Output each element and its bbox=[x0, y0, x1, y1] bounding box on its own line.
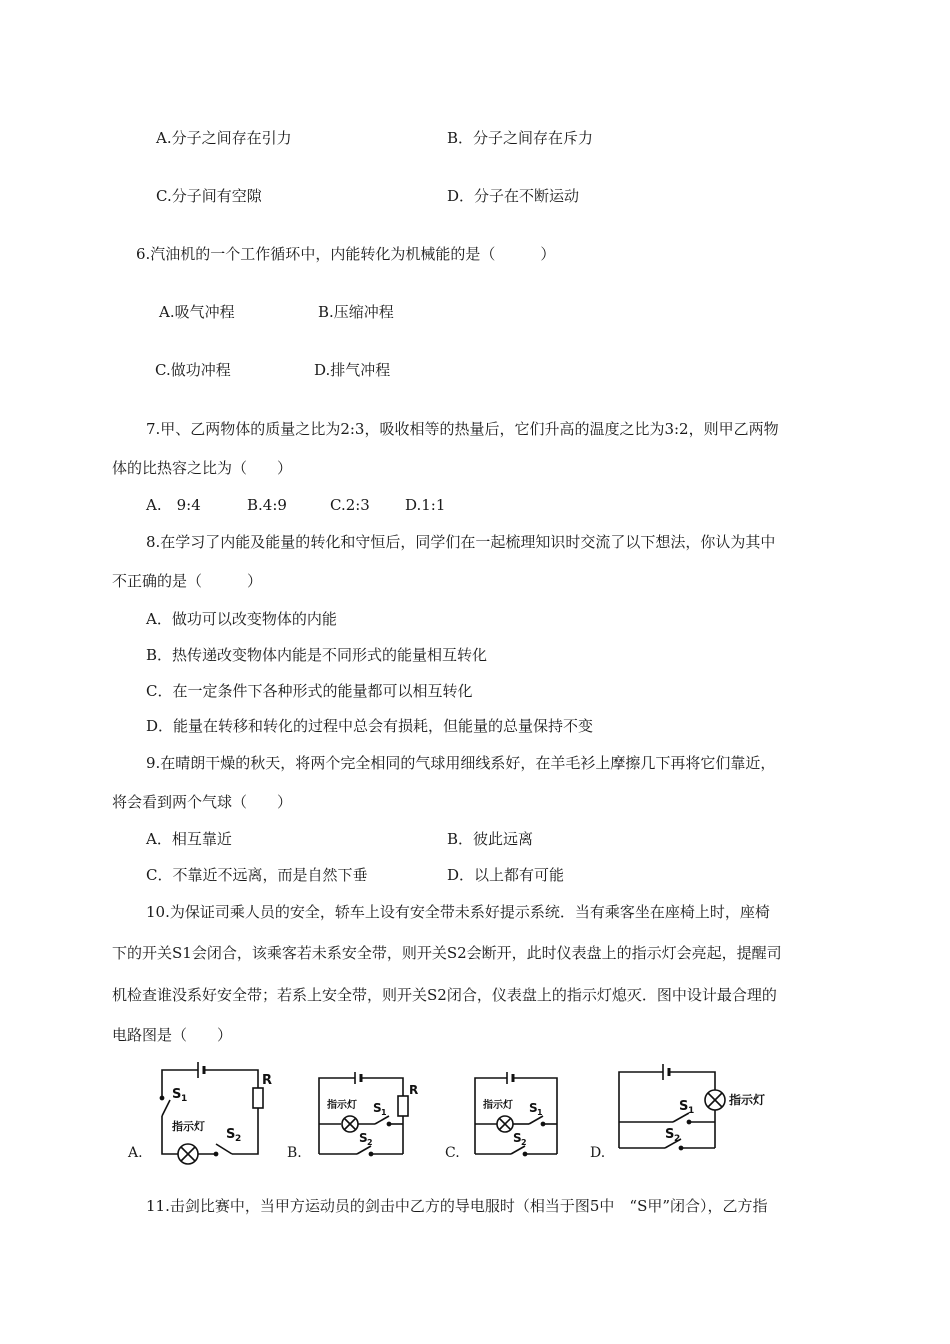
q10-line2: 下的开关S1会闭合，该乘客若未系安全带，则开关S2会断开，此时仪表盘上的指示灯会亮起，提醒司 bbox=[112, 944, 782, 962]
q10-label-d: D. bbox=[590, 1145, 606, 1161]
q10-c-s1: S bbox=[529, 1101, 538, 1115]
q10-a-r: R bbox=[262, 1073, 273, 1088]
q8-option-b: B．热传递改变物体内能是不同形式的能量相互转化 bbox=[146, 646, 488, 664]
q10-d-s1-sub: 1 bbox=[688, 1106, 695, 1116]
q6-option-d: D.排气冲程 bbox=[314, 361, 391, 379]
q10-b-s2-sub: 2 bbox=[367, 1138, 373, 1147]
q8-stem-line2: 不正确的是（ ） bbox=[112, 572, 263, 590]
q10-c-lamp: 指示灯 bbox=[483, 1100, 513, 1111]
q6-option-b: B.压缩冲程 bbox=[318, 303, 394, 321]
q10-a-s1: S bbox=[172, 1087, 182, 1102]
q9-option-b: B．彼此远离 bbox=[447, 830, 534, 848]
q8-stem-line1: 8.在学习了内能及能量的转化和守恒后，同学们在一起梳理知识时交流了以下想法，你认为其中 bbox=[146, 533, 776, 551]
q10-label-c: C. bbox=[445, 1145, 460, 1161]
q10-b-r: R bbox=[409, 1083, 419, 1097]
q7-option-a: A. 9:4 bbox=[146, 496, 201, 514]
q6-option-a: A.吸气冲程 bbox=[159, 303, 235, 321]
q9-stem-line2: 将会看到两个气球（ ） bbox=[112, 793, 293, 811]
q10-line1: 10.为保证司乘人员的安全，轿车上设有安全带未系好提示系统．当有乘客坐在座椅上时，座椅 bbox=[146, 903, 770, 921]
q10-line3: 机检查谁没系好安全带；若系上安全带，则开关S2闭合，仪表盘上的指示灯熄灭．图中设计最合理的 bbox=[112, 986, 777, 1004]
q10-a-s2: S bbox=[226, 1127, 236, 1142]
circuit-diagram-d bbox=[615, 1058, 775, 1158]
q10-b-lamp: 指示灯 bbox=[327, 1100, 357, 1111]
q9-option-a: A．相互靠近 bbox=[146, 830, 232, 848]
circuit-diagram-b bbox=[313, 1072, 418, 1162]
q7-option-c: C.2:3 bbox=[330, 496, 370, 514]
q10-c-s1-sub: 1 bbox=[537, 1108, 543, 1117]
q10-a-s2-sub: 2 bbox=[235, 1134, 242, 1144]
q10-label-b: B. bbox=[287, 1145, 302, 1161]
q7-stem-line1: 7.甲、乙两物体的质量之比为2:3，吸收相等的热量后，它们升高的温度之比为3:2，则甲乙两物 bbox=[146, 420, 779, 438]
q8-option-d: D．能量在转移和转化的过程中总会有损耗，但能量的总量保持不变 bbox=[146, 717, 594, 735]
q10-b-s1-sub: 1 bbox=[381, 1108, 387, 1117]
q11-line1: 11.击剑比赛中，当甲方运动员的剑击中乙方的导电服时（相当于图5中 “S甲”闭合），乙方指 bbox=[146, 1197, 768, 1215]
q10-a-s1-sub: 1 bbox=[181, 1094, 188, 1104]
q9-option-c: C．不靠近不远离，而是自然下垂 bbox=[146, 866, 368, 884]
q10-label-a: A. bbox=[128, 1145, 143, 1161]
q10-c-s2-sub: 2 bbox=[521, 1138, 527, 1147]
q10-a-lamp: 指示灯 bbox=[172, 1120, 205, 1133]
q5-option-d: D．分子在不断运动 bbox=[447, 187, 580, 205]
circuit-diagram-a bbox=[150, 1058, 273, 1163]
q10-d-s1: S bbox=[679, 1099, 689, 1114]
q8-option-c: C．在一定条件下各种形式的能量都可以相互转化 bbox=[146, 682, 473, 700]
q5-option-b: B．分子之间存在斥力 bbox=[447, 129, 594, 147]
q9-option-d: D．以上都有可能 bbox=[447, 866, 565, 884]
q7-stem-line2: 体的比热容之比为（ ） bbox=[112, 459, 293, 477]
q10-c-s2: S bbox=[513, 1131, 522, 1145]
q10-d-s2-sub: 2 bbox=[674, 1134, 681, 1144]
q6-option-c: C.做功冲程 bbox=[155, 361, 231, 379]
q10-b-s2: S bbox=[359, 1131, 368, 1145]
q10-d-s2: S bbox=[665, 1127, 675, 1142]
q5-option-c: C.分子间有空隙 bbox=[156, 187, 262, 205]
q8-option-a: A．做功可以改变物体的内能 bbox=[146, 610, 337, 628]
q10-d-lamp: 指示灯 bbox=[729, 1093, 766, 1107]
q7-option-b: B.4:9 bbox=[247, 496, 287, 514]
q9-stem-line1: 9.在晴朗干燥的秋天，将两个完全相同的气球用细线系好，在羊毛衫上摩擦几下再将它们靠近， bbox=[146, 754, 776, 772]
q7-option-d: D.1:1 bbox=[405, 496, 446, 514]
q5-option-a: A.分子之间存在引力 bbox=[156, 129, 292, 147]
q6-stem: 6.汽油机的一个工作循环中，内能转化为机械能的是（ ） bbox=[136, 245, 556, 263]
circuit-diagram-c bbox=[471, 1072, 566, 1162]
q10-line4: 电路图是（ ） bbox=[112, 1026, 233, 1044]
q10-b-s1: S bbox=[373, 1101, 382, 1115]
